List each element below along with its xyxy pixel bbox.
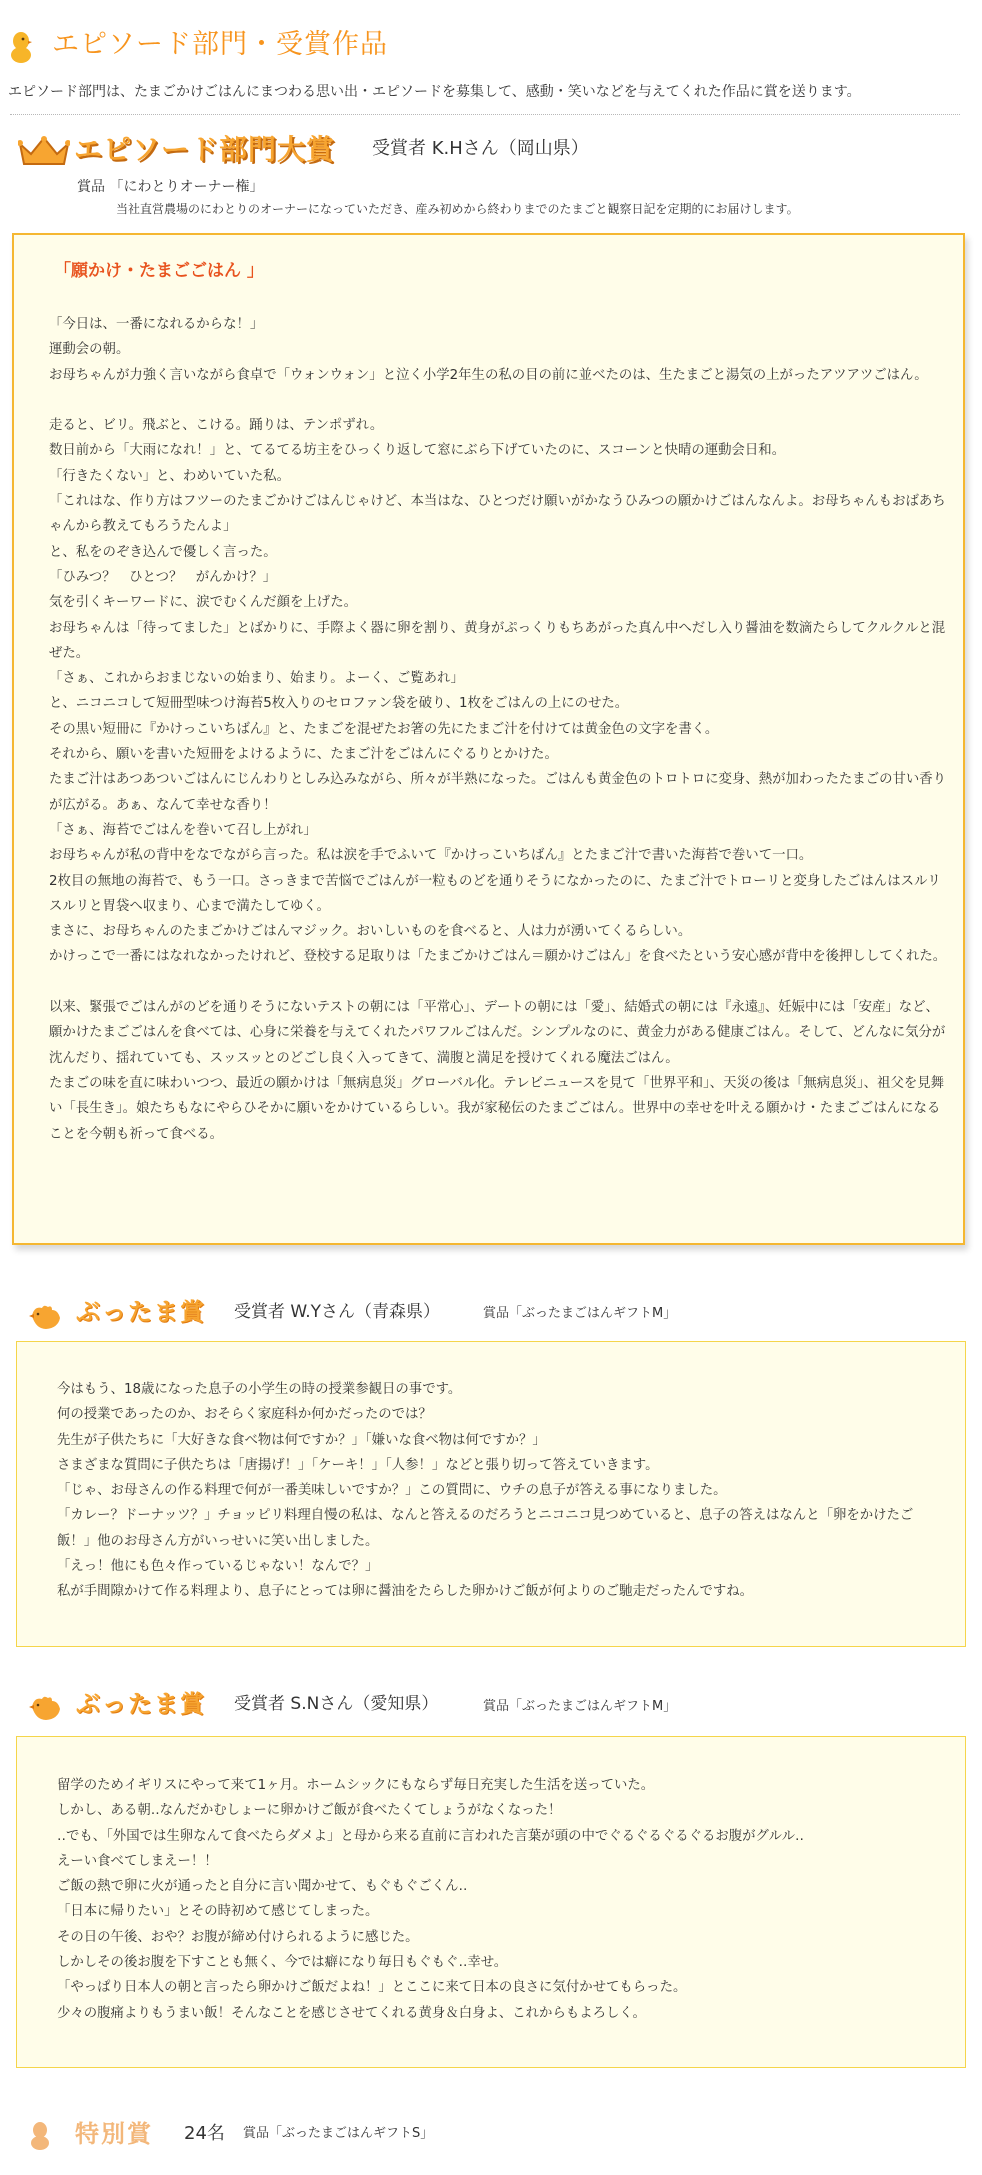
grand-prize-winner: 受賞者 K.Hさん（岡山県） — [372, 138, 589, 159]
story-paragraph: 以来、緊張でごはんがのどを通りそうにないテストの朝には「平常心」、デートの朝には「愛」、結婚式の朝には『永遠』、妊娠中には「安産」など、願かけたまごごはんを食べては、心身に栄養を与えてくれたパワフルごはんだ。シンプルなのに、黄金力がある健康ごはん。そして、どんなに気分が沈んだり、揺れていても、スッスッとのどごし良く入ってきて、満腹と満足を授けてくれる魔法ごはん。 — [49, 1000, 946, 1066]
story-paragraph: 少々の腹痛よりもうまい飯！そんなことを感じさせてくれる黄身＆白身よ、これからもよろしく。 — [57, 2005, 646, 2021]
story-paragraph: お母ちゃんが私の背中をなでながら言った。私は涙を手でふいて『かけっこいちばん』とたまご汁で書いた海苔で巻いて一口。 — [49, 848, 813, 864]
story-paragraph: さまざまな質問に子供たちは「唐揚げ！」「ケーキ！」「人参！」などと張り切って答えていきます。 — [57, 1457, 659, 1473]
story-paragraph: ご飯の熱で卵に火が通ったと自分に言い聞かせて、もぐもぐごくん‥ — [57, 1879, 468, 1895]
story-paragraph: お母ちゃんは「待ってました」とばかりに、手際よく器に卵を割り、黄身がぷっくりもちあがった真ん中へだし入り醤油を数滴たらしてクルクルと混ぜた。 — [49, 620, 946, 661]
story-paragraph: 「カレー？ドーナッツ？」チョッピリ料理自慢の私は、なんと答えるのだろうとニコニコ見つめていると、息子の答えはなんと「卵をかけたご飯！」他のお母さん方がいっせいに笑い出しました。 — [57, 1508, 914, 1549]
award-prize: 賞品「ぶったまごはんギフトM」 — [483, 1306, 677, 1321]
story-paragraph: 走ると、ビリ。飛ぶと、こける。踊りは、テンポずれ。 — [49, 418, 384, 434]
story-paragraph: たまご汁はあつあついごはんにじんわりとしみ込みながら、所々が半熟になった。ごはんも黄金色のトロトロに変身、熱が加わったたまごの甘い香りが広がる。あぁ、なんて幸せな香り！ — [49, 772, 947, 813]
story-paragraph: 「さぁ、これからおまじないの始まり、始まり。よーく、ご覧あれ」 — [49, 671, 464, 687]
award-story-body — [57, 1377, 937, 1605]
story-paragraph: しかしその後お腹を下すことも無く、今では癖になり毎日もぐもぐ‥幸せ。 — [57, 1955, 508, 1971]
story-title: 「願かけ・たまごごはん 」 — [54, 261, 264, 281]
story-paragraph: お母ちゃんが力強く言いながら食卓で「ウォンウォン」と泣く小学2年生の私の目の前に並べたのは、生たまごと湯気の上がったアツアツごはん。 — [49, 367, 928, 383]
story-body — [49, 312, 949, 1147]
story-paragraph: えーい食べてしまえー！！ — [57, 1853, 218, 1869]
award-winner: 受賞者 W.Yさん（青森県） — [234, 1302, 441, 1322]
award-winner: 受賞者 S.Nさん（愛知県） — [234, 1694, 439, 1714]
story-paragraph: まさに、お母ちゃんのたまごかけごはんマジック。おいしいものを食べると、人は力が湧いてくるらしい。 — [49, 924, 692, 940]
chick-icon — [10, 30, 32, 64]
rooster-icon — [28, 1693, 64, 1723]
story-paragraph: 「これはな、作り方はフツーのたまごかけごはんじゃけど、本当はな、ひとつだけ願いがかなうひみつの願かけごはんなんよ。お母ちゃんもおばあちゃんから教えてもろうたんよ」 — [49, 494, 946, 535]
story-paragraph: 「えっ！他にも色々作っているじゃない！なんで？」 — [57, 1559, 379, 1575]
paragraph-gap — [49, 970, 949, 995]
crown-icon — [18, 136, 70, 166]
story-paragraph: 「行きたくない」と、わめいていた私。 — [49, 468, 291, 484]
story-paragraph: その黒い短冊に『かけっこいちばん』と、たまごを混ぜたお箸の先にたまご汁を付けては黄金色の文字を書く。 — [49, 721, 719, 737]
award-story-body — [57, 1773, 937, 2026]
special-award-label: 特別賞 — [75, 2120, 153, 2148]
story-paragraph: 気を引くキーワードに、涙でむくんだ顔を上げた。 — [49, 595, 357, 611]
award-story-box — [16, 1341, 966, 1647]
story-paragraph: と、私をのぞき込んで優しく言った。 — [49, 544, 277, 560]
story-paragraph: 2枚目の無地の海苔で、もう一口。さっきまで苦悩でごはんが一粒ものどを通りそうになかったのに、たまご汁でトローリと変身したごはんはスルリスルリと胃袋へ収まり、心まで満たしてゆく。 — [49, 873, 941, 914]
paragraph-gap — [49, 388, 949, 413]
story-paragraph: 運動会の朝。 — [49, 342, 130, 358]
story-paragraph: 私が手間隙かけて作る料理より、息子にとっては卵に醤油をたらした卵かけご飯が何よりのご馳走だったんですね。 — [57, 1584, 754, 1600]
story-paragraph: その日の午後、おや？お腹が締め付けられるように感じた。 — [57, 1929, 419, 1945]
grand-prize-prize: 賞品 「にわとりオーナー権」 — [77, 179, 264, 195]
story-paragraph: かけっこで一番にはなれなかったけれど、登校する足取りは「たまごかけごはん＝願かけごはん」を食べたという安心感が背中を後押ししてくれた。 — [49, 949, 947, 965]
divider — [10, 114, 960, 115]
special-award-prize: 賞品「ぶったまごはんギフトS」 — [243, 2126, 434, 2141]
story-paragraph: 今はもう、18歳になった息子の小学生の時の授業参観日の事です。 — [57, 1382, 462, 1397]
story-paragraph: と、ニコニコして短冊型味つけ海苔5枚入りのセロファン袋を破り、1枚をごはんの上にのせた。 — [49, 696, 629, 712]
grand-prize-description: 当社直営農場のにわとりのオーナーになっていただき、産み初めから終わりまでのたまごと観察日記を定期的にお届けします。 — [116, 202, 799, 216]
story-paragraph: それから、願いを書いた短冊をよけるように、たまご汁をごはんにぐるりとかけた。 — [49, 747, 558, 763]
story-paragraph: 何の授業であったのか、おそらく家庭科か何かだったのでは？ — [57, 1407, 432, 1423]
story-paragraph: 「さぁ、海苔でごはんを巻いて召し上がれ」 — [49, 822, 317, 838]
chick-icon — [30, 2121, 50, 2151]
award-label: ぶったま賞 — [76, 1690, 206, 1718]
story-paragraph: 「ひみつ？ ひとつ？ がんかけ？」 — [49, 569, 277, 585]
story-paragraph: ‥でも、「外国では生卵なんて食べたらダメよ」と母から来る直前に言われた言葉が頭の中でぐるぐるぐるぐるお腹がグルル‥ — [57, 1828, 804, 1844]
award-prize: 賞品「ぶったまごはんギフトM」 — [483, 1699, 677, 1714]
page-title: エピソード部門・受賞作品 — [52, 29, 388, 60]
rooster-icon — [28, 1302, 64, 1332]
story-paragraph: 数日前から「大雨になれ！」と、てるてる坊主をひっくり返して窓にぶら下げていたのに、スコーンと快晴の運動会日和。 — [49, 443, 786, 459]
story-paragraph: 「じゃ、お母さんの作る料理で何が一番美味しいですか？」この質問に、ウチの息子が答える事になりました。 — [57, 1483, 727, 1499]
award-story-box — [16, 1736, 966, 2068]
grand-prize-story-box — [12, 233, 965, 1245]
grand-prize-badge: エピソード部門大賞 — [74, 133, 336, 166]
story-paragraph: しかし、ある朝‥なんだかむしょーに卵かけご飯が食べたくてしょうがなくなった！ — [57, 1803, 562, 1819]
story-paragraph: たまごの味を直に味わいつつ、最近の願かけは「無病息災」グローバル化。テレビニュースを見て「世界平和」、天災の後は「無病息災」、祖父を見舞い「長生き」。娘たちもなにやらひそかに願いをかけているらしい。我が家秘伝のたまごごはん。世界中の幸せを叶える願かけ・たまごごはんになることを今朝も祈って食べる。 — [49, 1075, 945, 1142]
intro-text: エピソード部門は、たまごかけごはんにまつわる思い出・エピソードを募集して、感動・笑いなどを与えてくれた作品に賞を送ります。 — [8, 84, 861, 100]
story-paragraph: 留学のためイギリスにやって来て1ヶ月。ホームシックにもならず毎日充実した生活を送っていた。 — [57, 1778, 655, 1793]
award-label: ぶったま賞 — [76, 1298, 206, 1326]
story-paragraph: 「やっぱり日本人の朝と言ったら卵かけご飯だよね！」とここに来て日本の良さに気付かせてもらった。 — [57, 1980, 687, 1996]
story-paragraph: 「今日は、一番になれるからな！」 — [49, 317, 264, 332]
story-paragraph: 「日本に帰りたい」とその時初めて感じてしまった。 — [57, 1904, 379, 1920]
special-award-count: 24名 — [184, 2123, 225, 2144]
story-paragraph: 先生が子供たちに「大好きな食べ物は何ですか？」「嫌いな食べ物は何ですか？」 — [57, 1432, 546, 1448]
